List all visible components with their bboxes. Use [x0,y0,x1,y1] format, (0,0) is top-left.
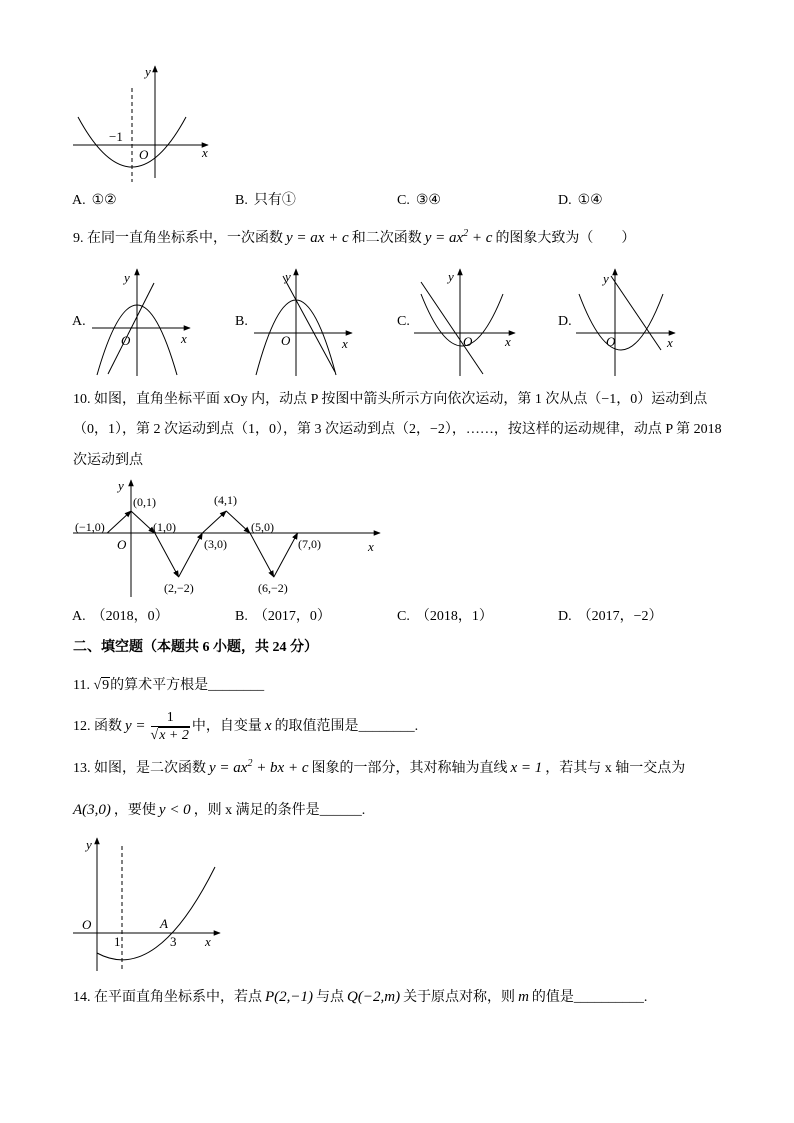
q9-graph-a [88,266,193,378]
move-arrow-7 [250,533,274,577]
stem-text: 函数 [94,719,122,734]
x-axis-label: x [202,145,208,160]
square-root [93,677,110,695]
section-title: 二、填空题（本题共 6 小题，共 24 分） [73,640,318,655]
point-label: (5,0) [251,520,274,534]
move-arrow-8 [274,533,298,577]
question-number: 14. [73,990,91,1005]
stem-text: 的值是 [531,990,574,1005]
move-arrow-6 [226,511,250,533]
answer-blank: ______ [319,803,362,818]
formula-exponent: 2 [247,758,253,769]
option-label: D. [558,609,572,624]
question-number: 12. [73,719,91,734]
y-axis-label: y [124,270,130,285]
radical-sign: √ [150,727,159,743]
option-label: B. [235,609,248,624]
y-axis-label: y [603,271,609,286]
formula-tail: + bx + c [252,760,309,776]
parabola-curve [579,294,663,350]
stem-text: 中，自变量 [191,719,262,734]
answer-blank: ________ [208,678,265,693]
linear-function-line [611,276,661,350]
stem-text: 如图，是二次函数 [94,761,206,776]
point-label: (4,1) [214,493,237,507]
condition-formula: y < 0 [158,802,191,818]
tick-label-neg1: −1 [109,129,123,144]
formula-exponent: 2 [463,228,469,239]
parabola-curve [421,294,503,346]
q10-stem-line-2: （0，1），第 2 次运动到点（1，0），第 3 次运动到点（2，−2），……，按这样的运动规律，动点 P 第 2018 [73,422,722,437]
stem-text: ，则 x 满足的条件是 [193,803,320,818]
x-axis-label: x [205,934,211,949]
q10-stem-line-1: 10. 如图，直角坐标平面 xOy 内，动点 P 按图中箭头所示方向依次运动，第 1 次从点（−1，0）运动到点 [73,392,708,407]
origin-label: O [463,334,473,349]
option-label: D. [558,193,572,208]
point-q: Q(−2,m) [347,989,401,1005]
q10-zigzag-figure [65,476,385,600]
stem-text: 的图象大致为（ ） [495,231,636,246]
origin-label: O [121,333,131,348]
point-label: (7,0) [298,537,321,551]
variable: m [518,989,529,1005]
answer-blank: __________ [573,990,644,1005]
option-text: 只有① [253,193,296,208]
quadratic-formula [209,760,309,776]
origin-label: O [281,333,291,348]
option-text: （2017，−2） [577,609,663,624]
q10-option-c [397,608,493,626]
formula-base: y = ax [209,760,248,776]
option-label: A. [72,609,86,624]
stem-text: 与点 [316,990,345,1005]
y-axis-label: y [285,269,291,284]
q10-option-d [558,608,663,626]
option-text: ③④ [415,193,441,208]
q8-parabola-figure [65,60,215,185]
stem-text: 和二次函数 [351,231,422,246]
q9-graph-d [570,266,680,378]
point-a: A(3,0) [73,802,111,818]
q10-option-b [235,608,331,626]
origin-label: O [606,334,616,349]
q12-stem [73,708,418,744]
option-label: B. [235,193,248,208]
q8-option-c [397,192,441,210]
q9-option-c-label: C. [397,314,410,329]
q13-stem-line-2 [73,801,365,819]
q8-option-a [72,192,117,210]
point-label: (1,0) [153,520,176,534]
stem-text: ，若其与 x 轴一交点为 [545,761,686,776]
y-axis-label: y [86,837,92,852]
option-label: C. [397,193,410,208]
q9-graph-c [410,266,520,378]
radicand: 9 [102,678,110,693]
stem-text: 在同一直角坐标系中，一次函数 [87,231,283,246]
point-label: (6,−2) [258,581,288,595]
formula-lhs: y = [125,718,146,734]
option-text: （2017，0） [253,609,331,624]
q13-parabola-figure [65,834,225,976]
linear-formula: y = ax + c [286,230,349,246]
origin-label: O [117,537,127,552]
linear-function-line [283,276,335,372]
move-arrow-4 [179,533,203,577]
option-text: （2018，1） [415,609,493,624]
answer-blank: ________ [358,719,415,734]
q9-option-b-label: B. [235,314,248,329]
origin-label: O [139,147,149,162]
q9-option-d-label: D. [558,314,572,329]
y-axis-label: y [118,478,124,493]
formula-tail: + c [468,230,493,246]
radical-sign: √ [93,678,102,693]
option-label: A. [72,193,86,208]
square-root [151,727,190,744]
option-text: ①② [91,193,117,208]
q8-option-b [235,192,296,210]
move-arrow-3 [155,533,179,577]
q14-stem [73,988,647,1006]
end-punctuation: . [361,803,366,818]
radicand: x + 2 [159,727,189,743]
axis-formula: x = 1 [510,760,543,776]
origin-label: O [82,917,92,932]
quadratic-formula [425,230,493,246]
question-number: 11. [73,678,90,693]
q13-stem-line-1 [73,759,685,777]
option-label: C. [397,609,410,624]
fraction-numerator: 1 [151,710,190,727]
end-punctuation: . [414,719,419,734]
end-punctuation: . [643,990,648,1005]
q9-stem [73,229,635,247]
x-axis-label: x [181,331,187,346]
point-label: (0,1) [133,495,156,509]
point-label: (2,−2) [164,581,194,595]
stem-text: 关于原点对称，则 [403,990,516,1005]
question-number: 13. [73,761,91,776]
point-label: (−1,0) [75,520,105,534]
y-axis-label: y [145,64,151,79]
option-text: （2018，0） [91,609,169,624]
variable: x [264,718,272,734]
y-axis-label: y [448,269,454,284]
point-label: (3,0) [204,537,227,551]
q9-option-a-label: A. [72,314,86,329]
stem-text: 的取值范围是 [274,719,359,734]
fraction [151,710,190,744]
move-arrow-2 [131,511,155,533]
x-axis-label: x [505,334,511,349]
stem-text: 图象的一部分，其对称轴为直线 [311,761,508,776]
point-a-label: A [160,916,168,931]
move-arrow-5 [202,511,226,533]
stem-text: ，要使 [113,803,156,818]
x-axis-label: x [368,539,374,554]
q10-stem-line-3: 次运动到点 [73,453,143,468]
q9-graph-b [250,266,355,378]
q8-option-d [558,192,603,210]
question-number: 9. [73,231,84,246]
linear-function-line [421,282,483,374]
point-p: P(2,−1) [265,989,314,1005]
stem-text: 在平面直角坐标系中，若点 [94,990,262,1005]
tick-label-3: 3 [170,934,177,949]
tick-label-1: 1 [114,934,121,949]
q11-stem [73,677,264,695]
move-arrow-1 [107,511,131,533]
x-axis-label: x [667,335,673,350]
x-axis-label: x [342,336,348,351]
fraction-denominator [151,727,190,744]
stem-text: 的算术平方根是 [110,678,209,693]
formula-base: y = ax [424,230,464,246]
q10-option-a [72,608,169,626]
option-text: ①④ [577,193,603,208]
